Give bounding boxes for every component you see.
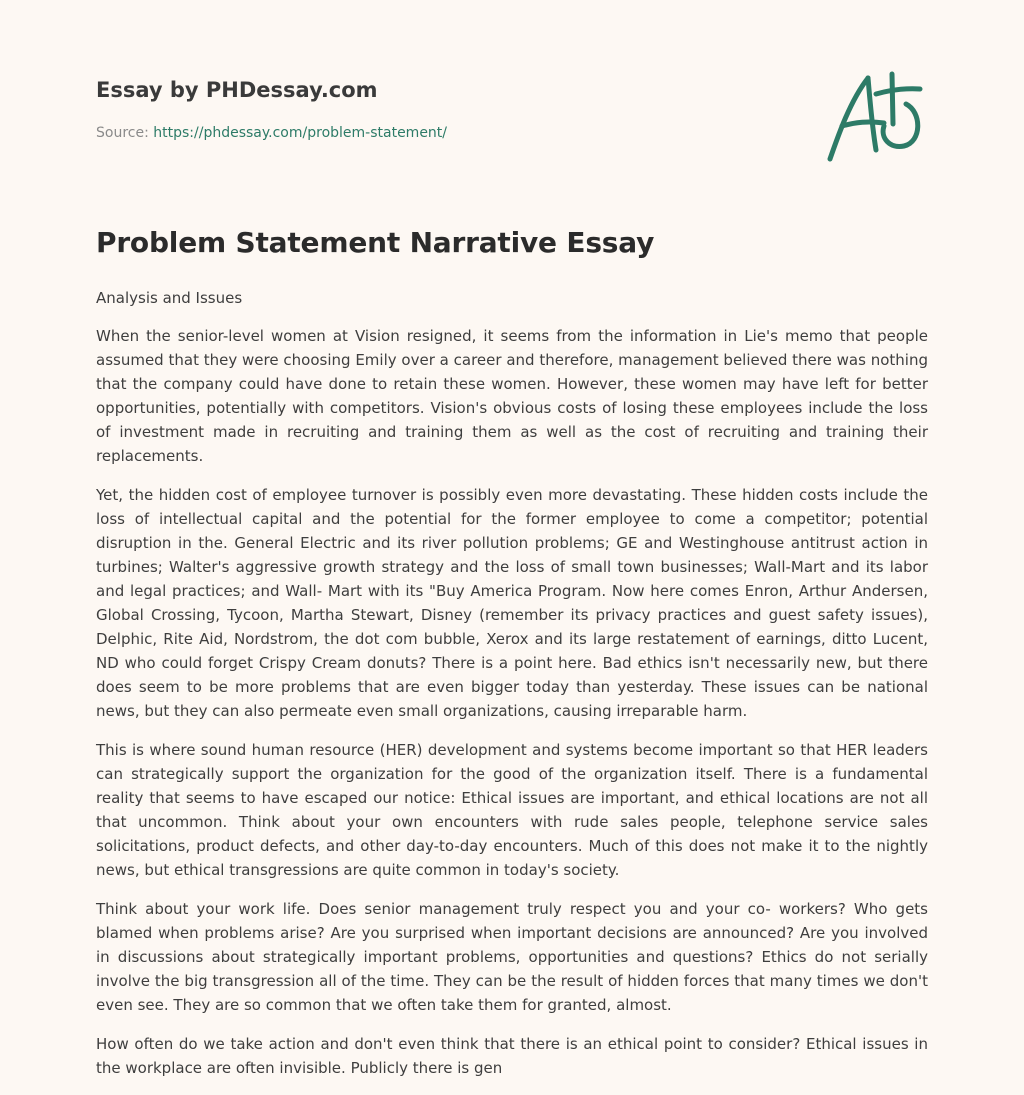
a-plus-logo-icon [820,66,930,166]
site-header [96,76,928,141]
essay-paragraph: How often do we take action and don't even think that there is an ethical point to consider? Ethical issues in the workplace are often invisible. Publicly there is gen [96,1035,928,1077]
essay-title: Problem Statement Narrative Essay [96,226,655,259]
source-line [96,125,447,141]
site-brand: Essay by PHDessay.com [96,78,378,102]
essay-paragraph: When the senior-level women at Vision resigned, it seems from the information in Lie's memo that people assumed that they were choosing Emily over a career and therefore, management believed there was nothing that the company could have done to retain these women. However, these women may have left for better opportunities, potentially with competitors. Vision's obvious costs of losing these employees include the loss of investment made in recruiting and training them as well as the cost of recruiting and training their replacements. [96,327,928,465]
essay-paragraph: Yet, the hidden cost of employee turnover is possibly even more devastating. These hidden costs include the loss of intellectual capital and the potential for the former employee to come a competitor; potential disruption in the. General Electric and its river pollution problems; GE and Westinghouse antitrust action in turbines; Walter's aggressive growth strategy and the loss of small town businesses; Wall-Mart and its labor and legal practices; and Wall- Mart with its "Buy America Program. Now here comes Enron, Arthur Andersen, Global Crossing, Tycoon, Martha Stewart, Disney (remember its privacy practices and guest safety issues), Delphic, Rite Aid, Nordstrom, the dot com bubble, Xerox and its large restatement of earnings, ditto Lucent, ND who could forget Crispy Cream donuts? There is a point here. Bad ethics isn't necessarily new, but there does seem to be more problems that are even bigger today than yesterday. These issues can be national news, but they can also permeate even small organizations, causing irreparable harm. [96,486,928,720]
source-link[interactable]: https://phdessay.com/problem-statement/ [153,125,448,141]
essay-subheading: Analysis and Issues [96,289,243,307]
source-label: Source: [96,125,149,141]
essay-paragraph: Think about your work life. Does senior management truly respect you and your co- workers? Who gets blamed when problems arise? Are you surprised when important decisions are announced? Are you involved in discussions about strategically important problems, opportunities and questions? Ethics do not serially involve the big transgression all of the time. They can be the result of hidden forces that many times we don't even see. They are so common that we often take them for granted, almost. [96,900,928,1014]
essay-paragraph: This is where sound human resource (HER) development and systems become important so that HER leaders can strategically support the organization for the good of the organization itself. There is a fundamental reality that seems to have escaped our notice: Ethical issues are important, and ethical locations are not all that uncommon. Think about your own encounters with rude sales people, telephone service sales solicitations, product defects, and other day-to-day encounters. Much of this does not make it to the nightly news, but ethical transgressions are quite common in today's society. [96,741,928,879]
essay-body [96,286,928,1095]
